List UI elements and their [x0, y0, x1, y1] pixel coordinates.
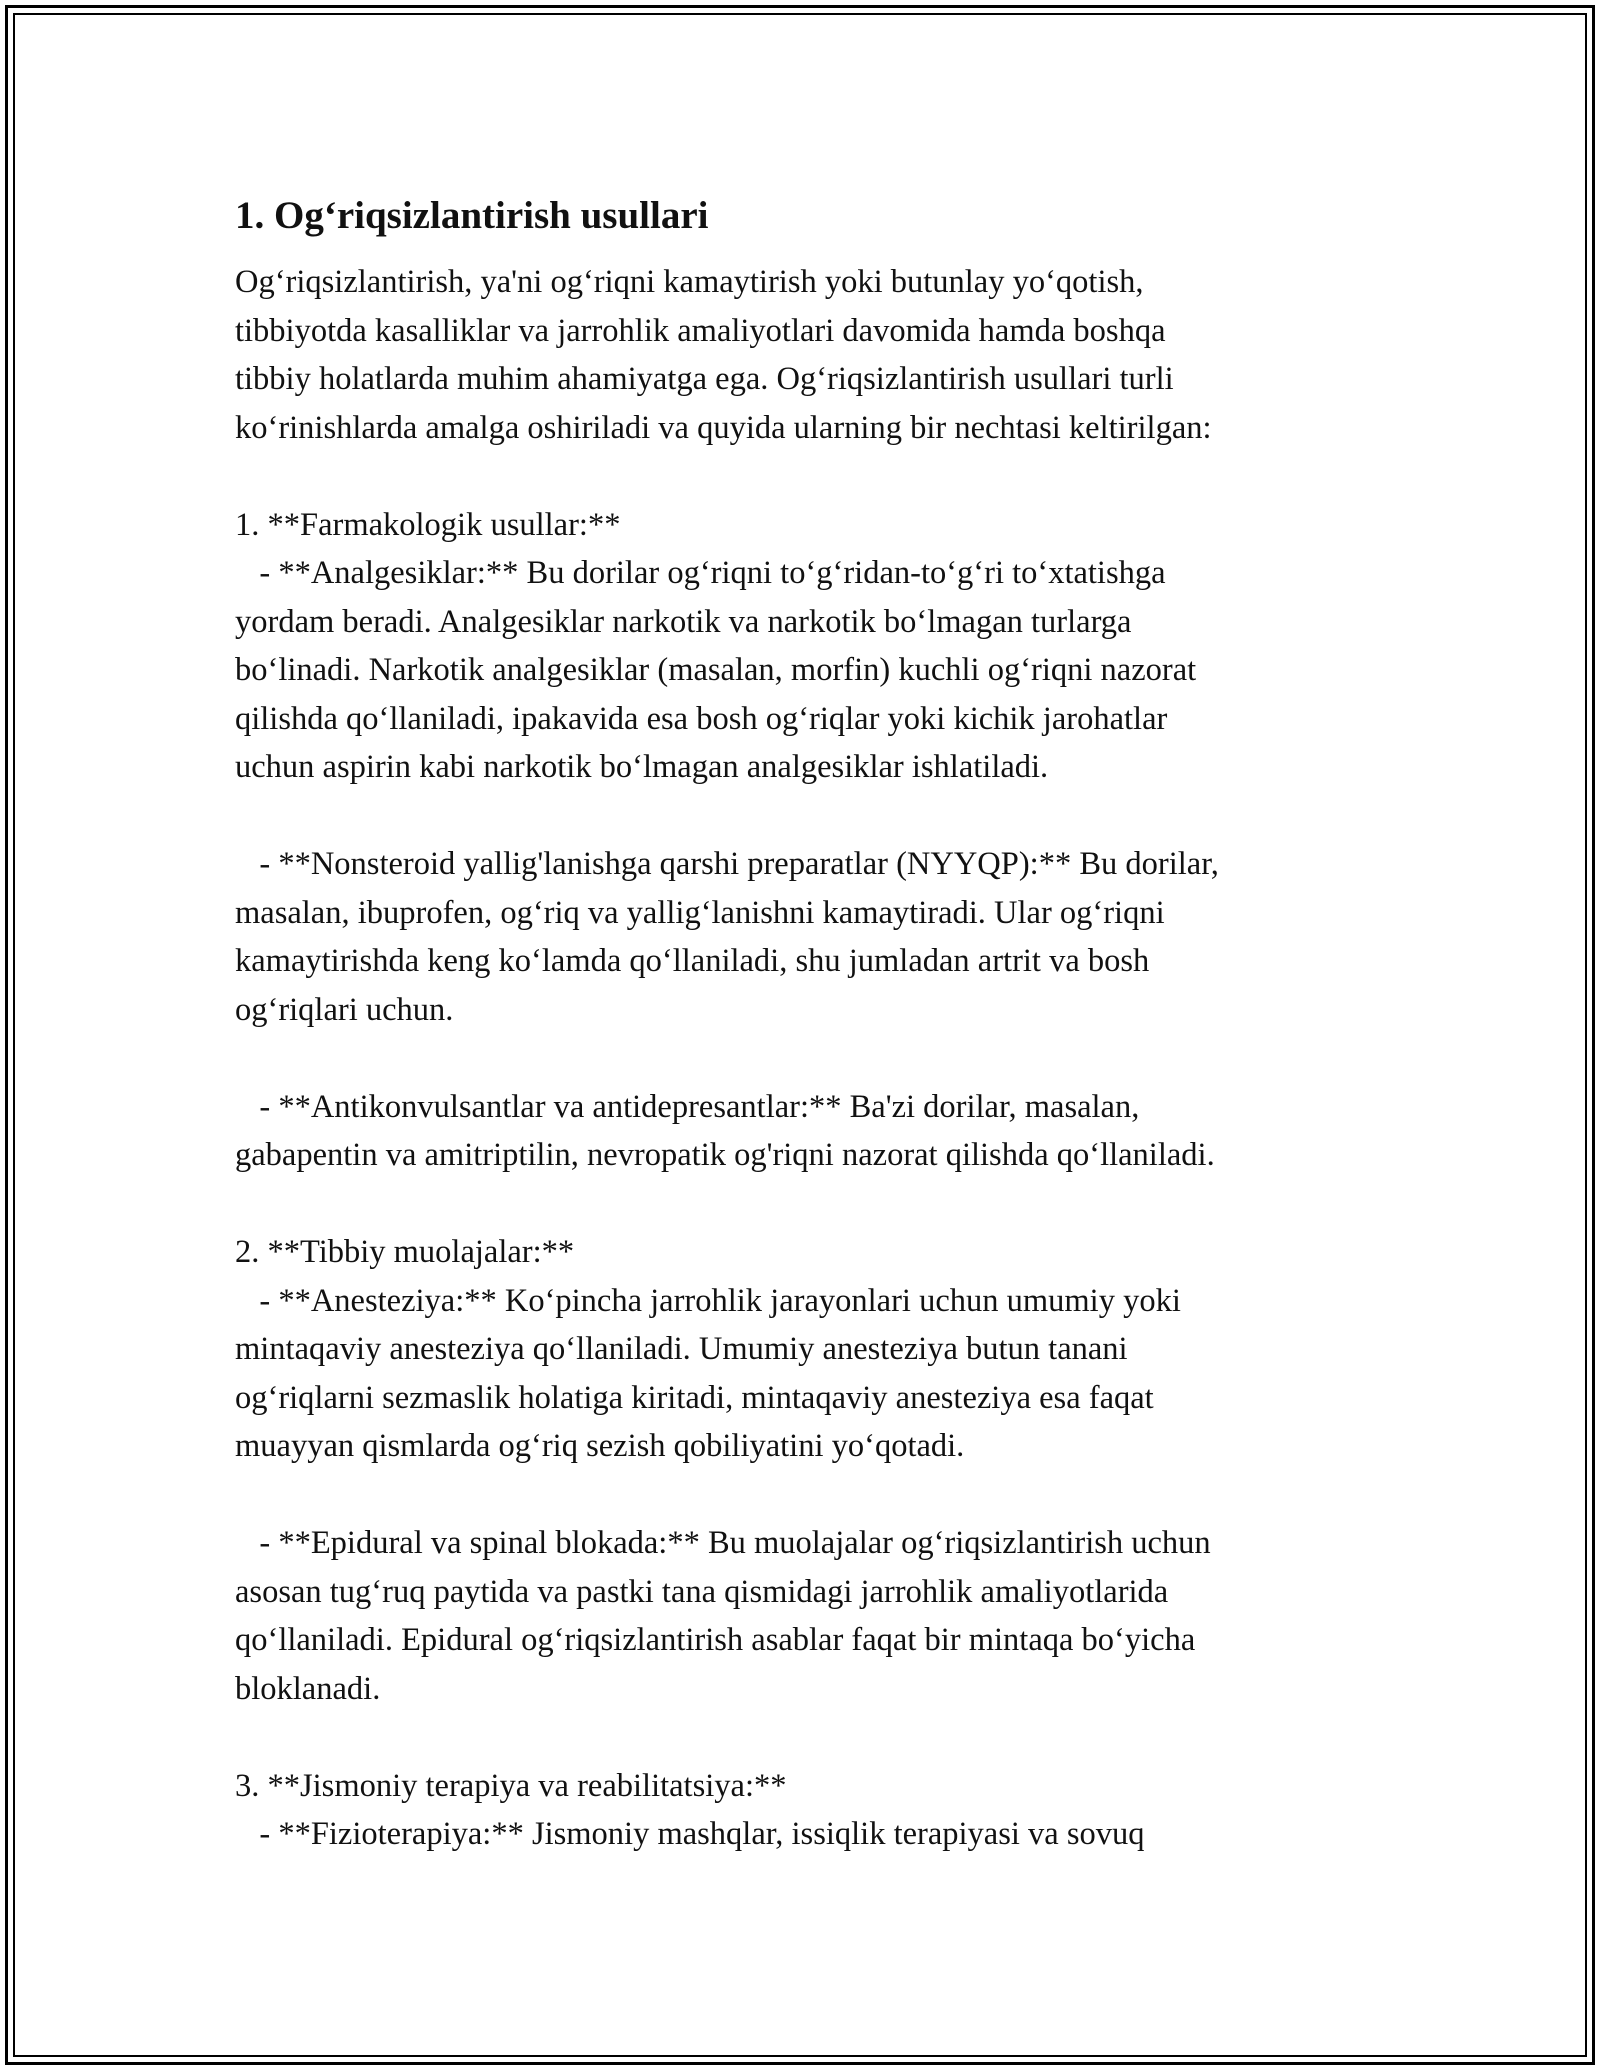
text-line: - **Epidural va spinal blokada:** Bu muolajalar og‘riqsizlantirish uchun: [235, 1525, 1211, 1561]
text-line: kamaytirishda keng ko‘lamda qo‘llaniladi, shu jumladan artrit va bosh: [235, 943, 1150, 979]
document-text: [235, 258, 1365, 1859]
text-line: - **Antikonvulsantlar va antidepresantlar:** Ba'zi dorilar, masalan,: [235, 1088, 1140, 1125]
document-body: [235, 186, 1365, 1859]
text-line: - **Anesteziya:** Ko‘pincha jarrohlik jarayonlari uchun umumiy yoki: [235, 1282, 1181, 1319]
text-line: 2. **Tibbiy muolajalar:**: [235, 1234, 575, 1270]
text-line: bloklanadi.: [235, 1670, 381, 1707]
section-heading: 1. Og‘riqsizlantirish usullari: [235, 194, 709, 237]
paragraph-gap: [235, 1713, 1365, 1762]
text-line: 1. **Farmakologik usullar:**: [235, 506, 621, 543]
text-line: masalan, ibuprofen, og‘riq va yallig‘lanishni kamaytiradi. Ular og‘riqni: [235, 894, 1165, 931]
text-line: qilishda qo‘llaniladi, ipakavida esa bosh og‘riqlar yoki kichik jarohatlar: [235, 700, 1168, 737]
paragraph-gap: [235, 452, 1365, 501]
text-line: bo‘linadi. Narkotik analgesiklar (masalan, morfin) kuchli og‘riqni nazorat: [235, 652, 1197, 688]
text-line: Og‘riqsizlantirish, ya'ni og‘riqni kamaytirish yoki butunlay yo‘qotish,: [235, 264, 1144, 300]
text-line: qo‘llaniladi. Epidural og‘riqsizlantirish asablar faqat bir mintaqa bo‘yicha: [235, 1622, 1196, 1658]
text-line: tibbiy holatlarda muhim ahamiyatga ega. Og‘riqsizlantirish usullari turli: [235, 361, 1174, 397]
text-line: og‘riqlarni sezmaslik holatiga kiritadi, mintaqaviy anesteziya esa faqat: [235, 1379, 1154, 1416]
paragraph-gap: [235, 792, 1365, 841]
text-line: mintaqaviy anesteziya qo‘llaniladi. Umumiy anesteziya butun tanani: [235, 1331, 1128, 1367]
paragraph-gap: [235, 1034, 1365, 1083]
text-line: - **Analgesiklar:** Bu dorilar og‘riqni to‘g‘ridan-to‘g‘ri to‘xtatishga: [235, 555, 1166, 591]
text-line: uchun aspirin kabi narkotik bo‘lmagan analgesiklar ishlatiladi.: [235, 749, 1049, 785]
paragraph-gap: [235, 1471, 1365, 1520]
text-line: ko‘rinishlarda amalga oshiriladi va quyida ularning bir nechtasi keltirilgan:: [235, 409, 1212, 446]
text-line: - **Fizioterapiya:** Jismoniy mashqlar, issiqlik terapiyasi va sovuq: [235, 1816, 1145, 1852]
text-line: asosan tug‘ruq paytida va pastki tana qismidagi jarrohlik amaliyotlarida: [235, 1573, 1169, 1610]
text-line: tibbiyotda kasalliklar va jarrohlik amaliyotlari davomida hamda boshqa: [235, 312, 1166, 349]
paragraph-gap: [235, 1180, 1365, 1229]
text-line: og‘riqlari uchun.: [235, 991, 454, 1028]
text-line: gabapentin va amitriptilin, nevropatik og'riqni nazorat qilishda qo‘llaniladi.: [235, 1137, 1215, 1173]
text-line: 3. **Jismoniy terapiya va reabilitatsiya:**: [235, 1767, 787, 1804]
text-line: - **Nonsteroid yallig'lanishga qarshi preparatlar (NYYQP):** Bu dorilar,: [235, 846, 1219, 882]
text-line: muayyan qismlarda og‘riq sezish qobiliyatini yo‘qotadi.: [235, 1428, 965, 1464]
text-line: yordam beradi. Analgesiklar narkotik va narkotik bo‘lmagan turlarga: [235, 603, 1132, 640]
